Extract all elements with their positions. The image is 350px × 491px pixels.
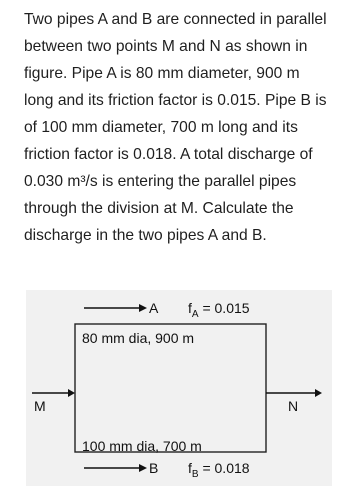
f-b-subscript: B	[191, 469, 199, 480]
pipe-b-arrowhead	[139, 464, 147, 472]
point-n-label: N	[288, 398, 299, 414]
f-a-letter: f	[188, 300, 192, 316]
pipe-network-diagram	[26, 290, 332, 486]
pipe-a-arrowhead	[139, 304, 147, 312]
f-a-value: = 0.015	[202, 300, 250, 316]
f-a-subscript: A	[191, 309, 199, 320]
inlet-arrowhead	[68, 389, 75, 397]
friction-factor-b	[188, 460, 250, 480]
friction-factor-a	[188, 300, 250, 320]
pipe-b-spec: 100 mm dia, 700 m	[82, 438, 202, 454]
pipe-a-label: A	[149, 300, 159, 316]
pipe-b-label: B	[149, 460, 159, 476]
point-m-label: M	[34, 398, 46, 414]
pipe-a-spec: 80 mm dia, 900 m	[82, 330, 195, 346]
f-b-letter: f	[188, 460, 192, 476]
parallel-pipes-figure	[26, 290, 332, 486]
f-b-value: = 0.018	[202, 460, 250, 476]
problem-statement: Two pipes A and B are connected in parallel between two points M and N as shown in figure. Pipe A is 80 mm diameter, 900 m long and its friction factor is 0.015. Pipe B is of 100 mm diameter, 700 m long and its friction factor is 0.018. A total discharge of 0.030 m³/s is entering the parallel pipes through the division at M. Calculate the discharge in the two pipes A and B.	[24, 11, 327, 244]
outlet-arrowhead	[315, 389, 322, 397]
